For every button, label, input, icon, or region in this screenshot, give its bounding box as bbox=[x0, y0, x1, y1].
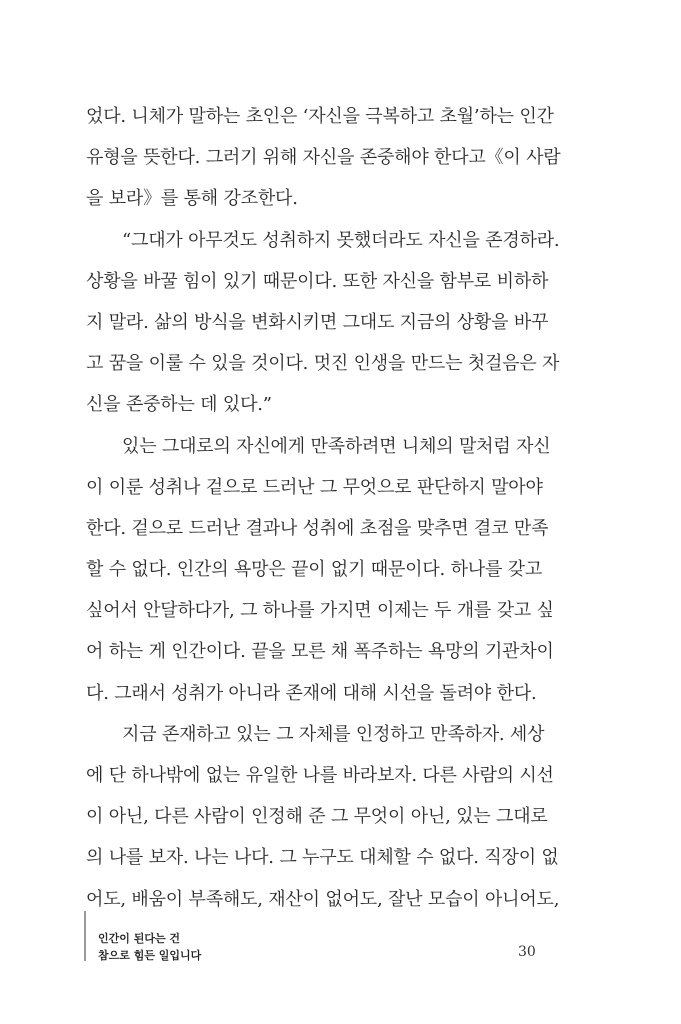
text-line: 유형을 뜻한다. 그러기 위해 자신을 존중해야 한다고《이 사람 bbox=[86, 147, 561, 169]
text-line: 이 아닌, 다른 사람이 인정해 준 그 무엇이 아닌, 있는 그대로 bbox=[86, 806, 548, 828]
book-title-line-1: 인간이 된다는 건 bbox=[98, 932, 181, 945]
footer-divider bbox=[84, 911, 86, 961]
text-line: 을 보라》를 통해 강조한다. bbox=[86, 188, 298, 210]
text-line: 상황을 바꿀 힘이 있기 때문이다. 또한 자신을 함부로 비하하 bbox=[86, 270, 549, 292]
text-line: 할 수 없다. 인간의 욕망은 끝이 없기 때문이다. 하나를 갖고 bbox=[86, 559, 543, 581]
text-line: 이 이룬 성취나 겉으로 드러난 그 무엇으로 판단하지 말아야 bbox=[86, 476, 543, 498]
text-line: “그대가 아무것도 성취하지 못했더라도 자신을 존경하라. bbox=[122, 229, 560, 251]
body-text bbox=[86, 96, 561, 920]
page-number: 30 bbox=[518, 944, 536, 960]
text-line: 의 나를 보자. 나는 나다. 그 누구도 대체할 수 없다. 직장이 없 bbox=[86, 847, 559, 869]
text-line: 고 꿈을 이룰 수 있을 것이다. 멋진 인생을 만드는 첫걸음은 자 bbox=[86, 353, 560, 375]
running-footer-book-title bbox=[98, 930, 201, 964]
text-line: 한다. 겉으로 드러난 결과나 성취에 초점을 맞추면 결코 만족 bbox=[86, 517, 549, 539]
text-line: 신을 존중하는 데 있다.” bbox=[86, 394, 272, 416]
text-line: 어도, 배움이 부족해도, 재산이 없어도, 잘난 모습이 아니어도, bbox=[86, 888, 560, 910]
text-line: 싶어서 안달하다가, 그 하나를 가지면 이제는 두 개를 갖고 싶 bbox=[86, 600, 554, 622]
text-line: 에 단 하나밖에 없는 유일한 나를 바라보자. 다른 사람의 시선 bbox=[86, 765, 554, 786]
text-line: 었다. 니체가 말하는 초인은 ‘자신을 극복하고 초월’하는 인간 bbox=[86, 106, 554, 127]
text-line: 지금 존재하고 있는 그 자체를 인정하고 만족하자. 세상 bbox=[122, 723, 545, 745]
text-line: 지 말라. 삶의 방식을 변화시키면 그대도 지금의 상황을 바꾸 bbox=[86, 311, 549, 333]
text-line: 어 하는 게 인간이다. 끝을 모른 채 폭주하는 욕망의 기관차이 bbox=[86, 641, 554, 663]
text-line: 다. 그래서 성취가 아니라 존재에 대해 시선을 돌려야 한다. bbox=[86, 682, 537, 704]
text-line: 있는 그대로의 자신에게 만족하려면 니체의 말처럼 자신 bbox=[122, 435, 551, 457]
book-title-line-2: 참으로 힘든 일입니다 bbox=[98, 949, 202, 962]
